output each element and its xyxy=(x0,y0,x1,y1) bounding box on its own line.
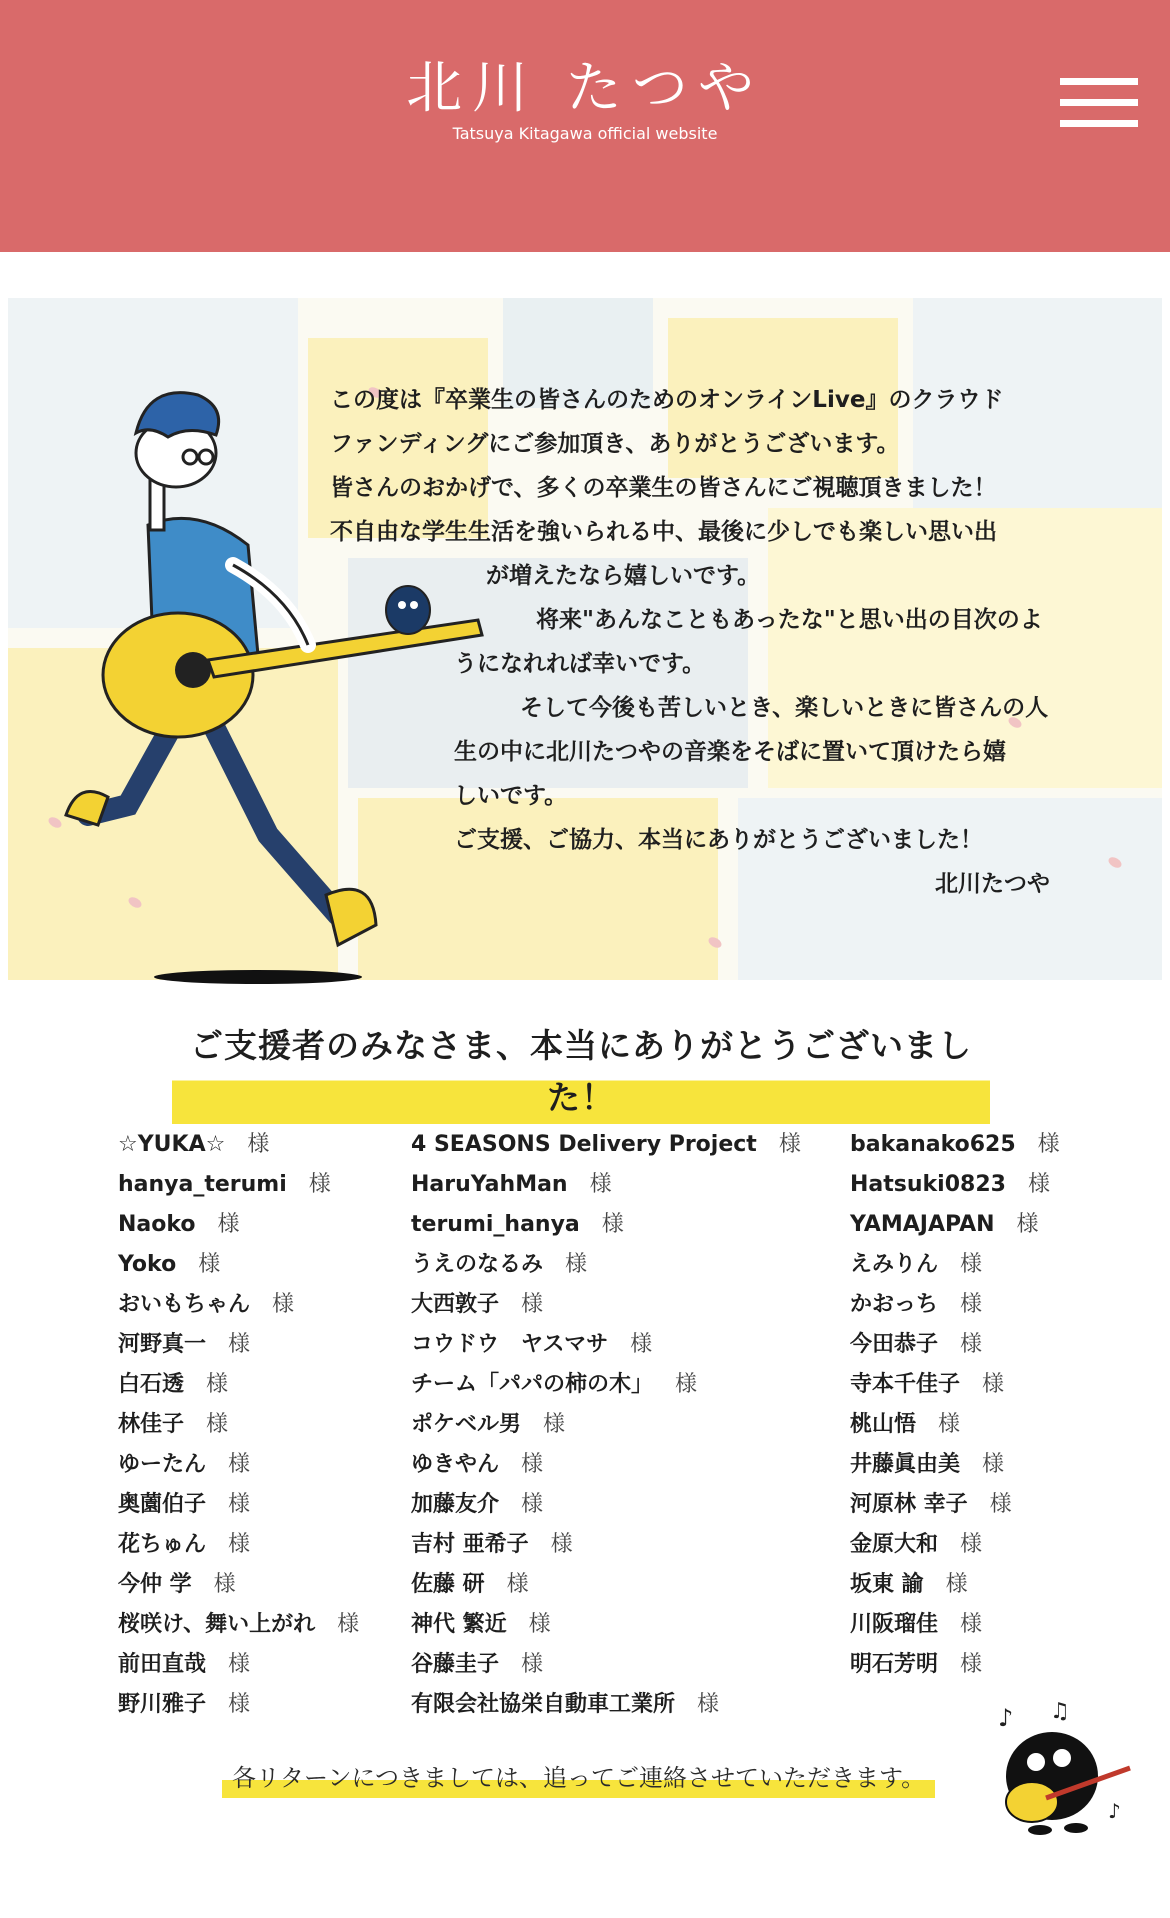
supporter-honorific: 様 xyxy=(337,1612,360,1637)
message-line: 皆さんのおかげで、多くの卒業生の皆さんにご視聴頂きました！ xyxy=(330,475,997,501)
supporter-name: 加藤友介 xyxy=(411,1492,500,1517)
supporter-honorific: 様 xyxy=(675,1372,698,1397)
music-note-icon: ♪ xyxy=(998,1704,1014,1732)
supporter-name: YAMAJAPAN xyxy=(850,1212,995,1237)
message-line: しいです。 xyxy=(454,783,568,809)
supporter-honorific: 様 xyxy=(589,1172,612,1197)
mascot-foot xyxy=(1064,1823,1088,1833)
supporter-item xyxy=(850,1645,1060,1685)
supporter-name: ☆YUKA☆ xyxy=(118,1132,226,1157)
supporter-name: HaruYahMan xyxy=(411,1172,568,1197)
supporters-list xyxy=(118,1125,1078,1725)
mascot-foot xyxy=(1028,1825,1052,1835)
supporter-name: 井藤眞由美 xyxy=(850,1452,961,1477)
supporter-honorific: 様 xyxy=(982,1372,1005,1397)
supporter-honorific: 様 xyxy=(960,1332,983,1357)
supporter-honorific: 様 xyxy=(528,1612,551,1637)
supporter-name: Yoko xyxy=(118,1252,177,1277)
supporter-name: 白石透 xyxy=(118,1372,185,1397)
supporter-name: 奥薗伯子 xyxy=(118,1492,207,1517)
supporter-honorific: 様 xyxy=(228,1452,251,1477)
supporter-honorific: 様 xyxy=(308,1172,331,1197)
supporter-honorific: 様 xyxy=(228,1332,251,1357)
supporter-item xyxy=(411,1165,801,1205)
supporter-name: Naoko xyxy=(118,1212,196,1237)
eye xyxy=(183,450,197,464)
supporter-name: 有限会社協栄自動車工業所 xyxy=(411,1692,676,1717)
supporter-name: ポケベル男 xyxy=(411,1412,522,1437)
supporter-item xyxy=(411,1125,801,1165)
supporter-item xyxy=(850,1125,1060,1165)
supporter-item xyxy=(118,1285,359,1325)
supporter-name: 大西敦子 xyxy=(411,1292,500,1317)
supporter-honorific: 様 xyxy=(521,1492,544,1517)
mascot-guitar-illustration xyxy=(980,1698,1138,1838)
supporter-honorific: 様 xyxy=(247,1132,270,1157)
supporter-honorific: 様 xyxy=(1037,1132,1060,1157)
supporter-item xyxy=(850,1325,1060,1365)
supporter-name: 4 SEASONS Delivery Project xyxy=(411,1132,757,1157)
supporter-honorific: 様 xyxy=(228,1692,251,1717)
supporter-item xyxy=(118,1605,359,1645)
supporter-name: Hatsuki0823 xyxy=(850,1172,1006,1197)
supporter-honorific: 様 xyxy=(228,1532,251,1557)
supporter-honorific: 様 xyxy=(778,1132,801,1157)
supporter-name: 前田直哉 xyxy=(118,1652,207,1677)
supporter-item xyxy=(411,1245,801,1285)
message-line: うになれれば幸いです。 xyxy=(454,651,706,677)
supporter-item xyxy=(850,1525,1060,1565)
supporter-item xyxy=(411,1405,801,1445)
supporter-honorific: 様 xyxy=(1016,1212,1039,1237)
supporter-name: かおっち xyxy=(850,1292,939,1317)
hair xyxy=(136,393,219,437)
supporter-honorific: 様 xyxy=(206,1372,229,1397)
supporter-honorific: 様 xyxy=(960,1652,983,1677)
supporter-name: 川阪瑠佳 xyxy=(850,1612,939,1637)
supporter-item xyxy=(411,1205,801,1245)
supporter-honorific: 様 xyxy=(550,1532,573,1557)
supporter-item xyxy=(411,1365,801,1405)
supporter-item xyxy=(118,1405,359,1445)
supporter-item xyxy=(118,1325,359,1365)
supporter-item xyxy=(850,1365,1060,1405)
supporter-item xyxy=(118,1685,359,1725)
supporter-name: 佐藤 研 xyxy=(411,1572,485,1597)
supporter-honorific: 様 xyxy=(601,1212,624,1237)
supporter-item xyxy=(411,1685,801,1725)
menu-bar xyxy=(1060,120,1138,127)
supporter-name: えみりん xyxy=(850,1252,939,1277)
supporter-honorific: 様 xyxy=(206,1412,229,1437)
supporter-honorific: 様 xyxy=(630,1332,653,1357)
supporter-name: 神代 繁近 xyxy=(411,1612,507,1637)
message-line: ご支援、ご協力、本当にありがとうございました！ xyxy=(454,827,983,853)
supporter-item xyxy=(850,1565,1060,1605)
supporter-item xyxy=(411,1485,801,1525)
supporters-heading: ご支援者のみなさま、本当にありがとうございました！ xyxy=(172,1020,990,1124)
signature: 北川たつや xyxy=(935,871,1050,897)
supporter-name: 野川雅子 xyxy=(118,1692,207,1717)
supporter-item xyxy=(850,1445,1060,1485)
supporter-item xyxy=(118,1565,359,1605)
supporter-name: bakanako625 xyxy=(850,1132,1016,1157)
menu-bar xyxy=(1060,99,1138,106)
supporter-item xyxy=(411,1325,801,1365)
supporter-item xyxy=(850,1405,1060,1445)
supporter-honorific: 様 xyxy=(697,1692,720,1717)
supporter-name: 谷藤圭子 xyxy=(411,1652,500,1677)
supporter-name: ゆきやん xyxy=(411,1452,500,1477)
mascot-eye xyxy=(1053,1749,1071,1767)
supporter-item xyxy=(118,1445,359,1485)
site-logo-subtitle: Tatsuya Kitagawa official website xyxy=(452,124,718,143)
supporter-item xyxy=(118,1485,359,1525)
supporter-item xyxy=(118,1165,359,1205)
supporter-name: チーム「パパの柿の木」 xyxy=(411,1372,654,1397)
supporter-item xyxy=(118,1525,359,1565)
supporter-honorific: 様 xyxy=(1027,1172,1050,1197)
supporter-name: 花ちゅん xyxy=(118,1532,207,1557)
shadow xyxy=(154,970,362,984)
eye xyxy=(199,450,213,464)
supporter-honorific: 様 xyxy=(521,1452,544,1477)
music-note-icon: ♫ xyxy=(1050,1699,1070,1724)
supporter-item xyxy=(411,1445,801,1485)
mascot-guitar xyxy=(1006,1782,1058,1822)
supporter-name: 今田恭子 xyxy=(850,1332,939,1357)
supporter-honorific: 様 xyxy=(989,1492,1012,1517)
supporter-item xyxy=(118,1245,359,1285)
supporter-item xyxy=(411,1605,801,1645)
supporter-item xyxy=(850,1485,1060,1525)
hamburger-menu-icon[interactable] xyxy=(1060,78,1138,128)
supporter-item xyxy=(411,1525,801,1565)
supporter-honorific: 様 xyxy=(945,1572,968,1597)
supporters-column-3 xyxy=(850,1125,1060,1685)
supporter-name: 桜咲け、舞い上がれ xyxy=(118,1612,316,1637)
supporter-honorific: 様 xyxy=(506,1572,529,1597)
supporter-item xyxy=(118,1125,359,1165)
supporter-honorific: 様 xyxy=(960,1292,983,1317)
supporter-name: 桃山悟 xyxy=(850,1412,917,1437)
supporter-name: 河野真一 xyxy=(118,1332,207,1357)
supporter-item xyxy=(411,1565,801,1605)
supporter-name: 河原林 幸子 xyxy=(850,1492,968,1517)
message-line: 生の中に北川たつやの音楽をそばに置いて頂けたら嬉 xyxy=(454,739,1006,765)
returns-note: 各リターンにつきましては、追ってご連絡させていただきます。 xyxy=(222,1758,935,1798)
supporters-column-2 xyxy=(411,1125,801,1725)
supporter-honorific: 様 xyxy=(543,1412,566,1437)
supporter-item xyxy=(118,1365,359,1405)
supporter-name: 吉村 亜希子 xyxy=(411,1532,529,1557)
guitar-soundhole xyxy=(175,652,211,688)
message-line: そして今後も苦しいとき、楽しいときに皆さんの人 xyxy=(520,695,1049,721)
supporter-honorific: 様 xyxy=(228,1652,251,1677)
site-logo-title[interactable]: 北川 たつや xyxy=(406,56,764,121)
supporter-name: 明石芳明 xyxy=(850,1652,939,1677)
supporter-item xyxy=(850,1165,1060,1205)
supporter-honorific: 様 xyxy=(960,1532,983,1557)
supporter-honorific: 様 xyxy=(272,1292,295,1317)
leg-front xyxy=(208,715,338,915)
supporter-honorific: 様 xyxy=(198,1252,221,1277)
supporter-honorific: 様 xyxy=(565,1252,588,1277)
supporter-item xyxy=(850,1205,1060,1245)
music-note-icon: ♪ xyxy=(1108,1799,1121,1823)
supporter-item xyxy=(850,1285,1060,1325)
supporters-column-1 xyxy=(118,1125,359,1725)
supporter-name: 金原大和 xyxy=(850,1532,939,1557)
supporter-honorific: 様 xyxy=(213,1572,236,1597)
supporter-name: 寺本千佳子 xyxy=(850,1372,961,1397)
supporter-honorific: 様 xyxy=(521,1652,544,1677)
supporter-honorific: 様 xyxy=(938,1412,961,1437)
supporter-name: 今仲 学 xyxy=(118,1572,192,1597)
supporter-honorific: 様 xyxy=(982,1452,1005,1477)
supporter-honorific: 様 xyxy=(228,1492,251,1517)
site-header xyxy=(0,0,1170,252)
menu-bar xyxy=(1060,78,1138,85)
message-line: 将来"あんなこともあったな"と思い出の目次のよ xyxy=(536,607,1043,633)
supporter-name: 林佳子 xyxy=(118,1412,185,1437)
supporter-honorific: 様 xyxy=(521,1292,544,1317)
supporter-name: ゆーたん xyxy=(118,1452,207,1477)
supporter-name: terumi_hanya xyxy=(411,1212,580,1237)
message-line: この度は『卒業生の皆さんのためのオンラインLive』のクラウド xyxy=(330,387,1004,413)
supporter-item xyxy=(118,1645,359,1685)
supporter-item xyxy=(118,1205,359,1245)
supporter-item xyxy=(411,1645,801,1685)
message-line: 不自由な学生生活を強いられる中、最後に少しでも楽しい思い出 xyxy=(330,519,997,545)
supporter-item xyxy=(850,1245,1060,1285)
supporter-honorific: 様 xyxy=(960,1612,983,1637)
supporter-name: 坂東 諭 xyxy=(850,1572,924,1597)
thank-you-message xyxy=(330,378,1070,906)
supporter-name: うえのなるみ xyxy=(411,1252,544,1277)
supporter-item xyxy=(411,1285,801,1325)
supporter-honorific: 様 xyxy=(960,1252,983,1277)
supporter-name: おいもちゃん xyxy=(118,1292,251,1317)
message-line: ファンディングにご参加頂き、ありがとうございます。 xyxy=(330,431,900,457)
supporter-name: コウドウ ヤスマサ xyxy=(411,1332,609,1357)
message-line: が増えたなら嬉しいです。 xyxy=(486,563,761,589)
supporter-item xyxy=(850,1605,1060,1645)
supporter-honorific: 様 xyxy=(217,1212,240,1237)
supporter-name: hanya_terumi xyxy=(118,1172,287,1197)
mascot-eye xyxy=(1027,1753,1045,1771)
